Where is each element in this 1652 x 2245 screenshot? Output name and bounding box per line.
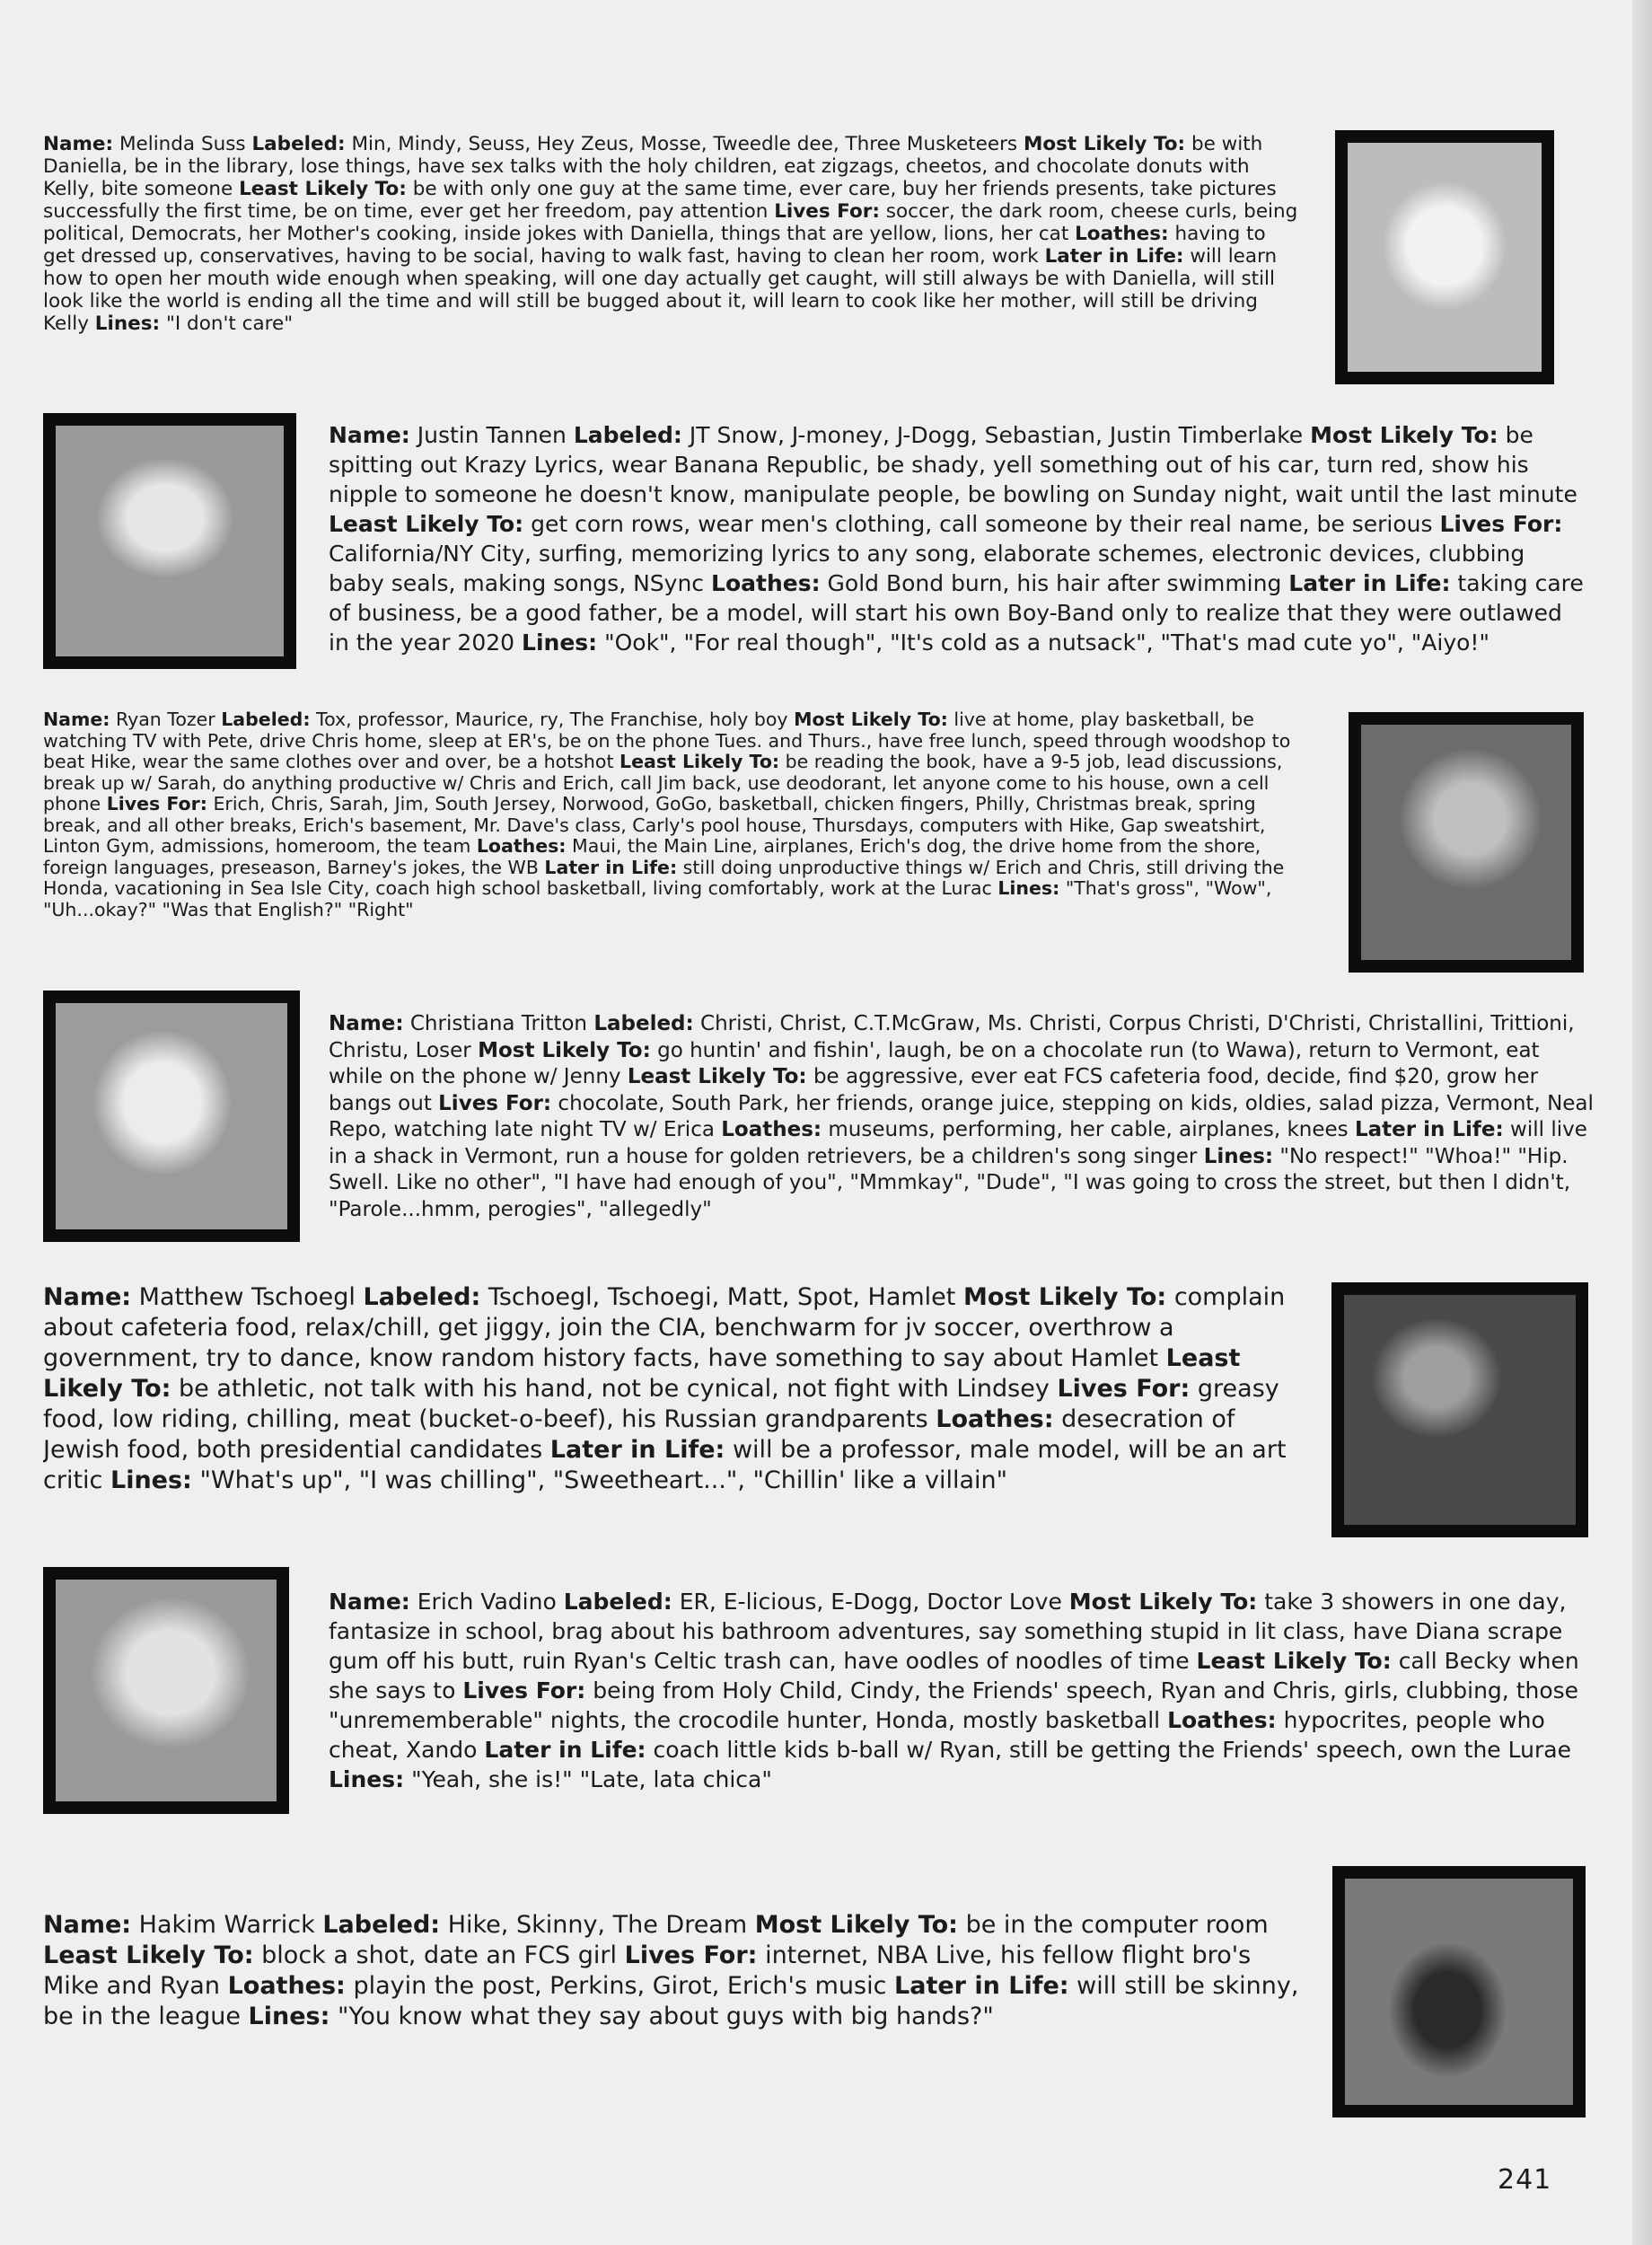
field-label: Lines: [94, 313, 161, 335]
profile-later-in-life: still doing unproductive things w/ Erich and Chris, still driving the Honda, vacationing in Sea Isle City, coach high school basketball, living comfortably, work at the Lurac [43, 856, 1285, 899]
profile-labeled: Tschoegl, Tschoegi, Matt, Spot, Hamlet [488, 1283, 956, 1311]
profile-loathes: museums, performing, her cable, airplanes, knees [828, 1118, 1349, 1141]
field-label: Lives For: [774, 200, 880, 223]
field-label: Lives For: [106, 793, 207, 814]
field-label: Least Likely To: [1196, 1648, 1392, 1674]
field-label: Least Likely To: [329, 511, 524, 537]
profile-text [43, 133, 1300, 375]
field-label: Name: [43, 133, 114, 155]
profile-later-in-life: will learn how to open her mouth wide enough when speaking, will one day actually get caught, will still always be with Daniella, will still look like the world is ending all the time and will still be bugged about it, will learn to cook like her mother, will still be driving Kelly [43, 245, 1278, 335]
field-label: Lines: [997, 877, 1060, 899]
field-label: Name: [329, 1012, 404, 1035]
profile-lines: "Yeah, she is!" "Late, lata chica" [411, 1766, 772, 1792]
profile-least-likely: be athletic, not talk with his hand, not be cynical, not fight with Lindsey [179, 1375, 1050, 1403]
field-label: Lines: [1203, 1144, 1274, 1168]
erich-vadino-baby-photo [43, 1567, 289, 1814]
field-label: Loathes: [476, 835, 567, 857]
profile-least-likely: be reading the book, have a 9-5 job, lead discussions, break up w/ Sarah, do anything productive w/ Chris and Erich, call Jim back, use deodorant, let anyone come to his house, own a cell phone [43, 751, 1283, 814]
profile-later-in-life: taking care of business, be a good father, be a model, will start his own Boy-Band only to realize that they were outlawed in the year 2020 [329, 570, 1584, 656]
profile-lives-for: soccer, the dark room, cheese curls, being political, Democrats, her Mother's cooking, inside jokes with Daniella, things that are yellow, lions, her cat [43, 200, 1298, 245]
field-label: Labeled: [563, 1589, 672, 1615]
profile-text [43, 709, 1318, 956]
field-label: Later in Life: [544, 856, 678, 878]
profile-later-in-life: will live in a shack in Vermont, run a house for golden retrievers, be a children's song singer [329, 1118, 1587, 1168]
profile-least-likely: call Becky when she says to [329, 1648, 1579, 1704]
profile-lines: "That's gross", "Wow", "Uh...okay?" "Was that English?" "Right" [43, 877, 1272, 920]
profile-lives-for: greasy food, low riding, chilling, meat (bucket-o-beef), his Russian grandparents [43, 1375, 1279, 1433]
field-label: Lives For: [462, 1677, 586, 1704]
profile-later-in-life: will still be skinny, be in the league [43, 1972, 1299, 2030]
profile-loathes: Maui, the Main Line, airplanes, Erich's dog, the drive home from the shore, foreign languages, preseason, Barney's jokes, the WB [43, 835, 1261, 878]
profile-labeled: JT Snow, J-money, J-Dogg, Sebastian, Justin Timberlake [689, 422, 1304, 448]
field-label: Least Likely To: [620, 751, 780, 772]
profile-labeled: ER, E-licious, E-Dogg, Doctor Love [679, 1589, 1062, 1615]
profile-lines: "What's up", "I was chilling", "Sweetheart...", "Chillin' like a villain" [199, 1466, 1008, 1494]
field-label: Most Likely To: [962, 1283, 1167, 1311]
profile-lines: "You know what they say about guys with big hands?" [338, 2003, 994, 2030]
profile-name: Christiana Tritton [409, 1012, 588, 1035]
field-label: Later in Life: [1044, 245, 1184, 268]
profile-name: Hakim Warrick [138, 1911, 315, 1939]
profile-labeled: Tox, professor, Maurice, ry, The Franchise, holy boy [316, 709, 788, 730]
page-number: 241 [1498, 2164, 1552, 2196]
profile-most-likely: live at home, play basketball, be watching TV with Pete, drive Chris home, sleep at ER's, be on the phone Tues. and Thurs., have free lunch, speed through woodshop to beat Hike, wear the same clothes over and over, be a hotshot [43, 709, 1291, 772]
field-label: Labeled: [221, 709, 311, 730]
field-label: Labeled: [251, 133, 346, 155]
profile-lives-for: Erich, Chris, Sarah, Jim, South Jersey, Norwood, GoGo, basketball, chicken fingers, Philly, Christmas break, spring break, and all other breaks, Erich's basement, Mr. Dave's class, Carly's pool house, Thursdays, computers with Hike, Gap sweatshirt, Linton Gym, admissions, homeroom, the team [43, 793, 1266, 857]
field-label: Loathes: [721, 1118, 822, 1141]
melinda-suss-baby-photo [1335, 130, 1554, 384]
profile-text [329, 1011, 1595, 1240]
field-label: Later in Life: [1288, 570, 1451, 596]
profile-loathes: having to get dressed up, conservatives, having to be social, having to walk fast, having to clean her room, work [43, 223, 1266, 268]
christiana-tritton-baby-photo [43, 990, 300, 1242]
field-label: Most Likely To: [478, 1038, 651, 1062]
field-label: Lives For: [1057, 1375, 1191, 1403]
field-label: Loathes: [227, 1972, 346, 2000]
field-label: Least Likely To: [239, 178, 407, 200]
field-label: Most Likely To: [1023, 133, 1186, 155]
profile-least-likely: get corn rows, wear men's clothing, call someone by their real name, be serious [531, 511, 1433, 537]
profile-loathes: Gold Bond burn, his hair after swimming [827, 570, 1282, 596]
field-label: Name: [43, 1911, 132, 1939]
profile-name: Erich Vadino [417, 1589, 557, 1615]
justin-tannen-baby-photo [43, 413, 296, 669]
field-label: Loathes: [1075, 223, 1169, 245]
ryan-tozer-baby-photo [1349, 712, 1584, 973]
profile-loathes: playin the post, Perkins, Girot, Erich's music [353, 1972, 887, 2000]
field-label: Loathes: [711, 570, 821, 596]
field-label: Most Likely To: [754, 1911, 958, 1939]
field-label: Least Likely To: [627, 1065, 807, 1088]
field-label: Most Likely To: [1310, 422, 1498, 448]
field-label: Lines: [329, 1766, 405, 1792]
profile-labeled: Hike, Skinny, The Dream [447, 1911, 748, 1939]
field-label: Lives For: [624, 1941, 758, 1969]
profile-lines: "I don't care" [165, 313, 294, 335]
profile-most-likely: be spitting out Krazy Lyrics, wear Banana Republic, be shady, yell something out of his car, turn red, show his nipple to someone he doesn't know, manipulate people, be bowling on Sunday night, wait until the last minute [329, 422, 1577, 507]
field-label: Later in Life: [1354, 1118, 1504, 1141]
page-edge-shadow [1632, 0, 1652, 2245]
field-label: Lives For: [1439, 511, 1563, 537]
field-label: Name: [329, 422, 410, 448]
profile-least-likely: be with only one guy at the same time, ever care, buy her friends presents, take pictures successfully the first time, be on time, ever get her freedom, pay attention [43, 178, 1277, 223]
profile-lives-for: chocolate, South Park, her friends, orange juice, stepping on kids, oldies, salad pizza, Vermont, Neal Repo, watching late night TV w/ Erica [329, 1091, 1594, 1141]
profile-labeled: Christi, Christ, C.T.McGraw, Ms. Christi, Corpus Christi, D'Christi, Christallini, Trittioni, Christu, Loser [329, 1012, 1575, 1062]
profile-lives-for: being from Holy Child, Cindy, the Friends' speech, Ryan and Chris, girls, clubbing, those "unrememberable" nights, the crocodile hunter, Honda, mostly basketball [329, 1677, 1579, 1733]
profile-text [329, 420, 1586, 674]
profile-lives-for: internet, NBA Live, his fellow flight bro's Mike and Ryan [43, 1941, 1252, 2000]
field-label: Loathes: [936, 1405, 1054, 1433]
profile-text [43, 1910, 1300, 2045]
profile-text [329, 1587, 1595, 1825]
profile-least-likely: be aggressive, ever eat FCS cafeteria food, decide, find $20, grow her bangs out [329, 1065, 1539, 1115]
profile-text [43, 1282, 1300, 1543]
field-label: Labeled: [573, 422, 682, 448]
profile-name: Matthew Tschoegl [138, 1283, 356, 1311]
field-label: Most Likely To: [794, 709, 948, 730]
profile-name: Justin Tannen [417, 422, 567, 448]
field-label: Least Likely To: [43, 1344, 1241, 1403]
field-label: Least Likely To: [43, 1941, 254, 1969]
profile-labeled: Min, Mindy, Seuss, Hey Zeus, Mosse, Tweedle dee, Three Musketeers [351, 133, 1018, 155]
field-label: Labeled: [363, 1283, 481, 1311]
field-label: Most Likely To: [1068, 1589, 1258, 1615]
profile-least-likely: block a shot, date an FCS girl [261, 1941, 618, 1969]
profile-later-in-life: will be a professor, male model, will be an art critic [43, 1436, 1287, 1494]
profile-most-likely: go huntin' and fishin', laugh, be on a chocolate run (to Wawa), return to Vermont, eat while on the phone w/ Jenny [329, 1038, 1540, 1088]
profile-loathes: desecration of Jewish food, both presidential candidates [43, 1405, 1235, 1464]
field-label: Lines: [248, 2003, 330, 2030]
profile-name: Melinda Suss [119, 133, 246, 155]
field-label: Loathes: [1167, 1707, 1277, 1733]
profile-lines: "Ook", "For real though", "It's cold as a nutsack", "That's mad cute yo", "Aiyo!" [604, 629, 1489, 656]
field-label: Name: [43, 1283, 132, 1311]
field-label: Name: [329, 1589, 410, 1615]
field-label: Lives For: [438, 1091, 552, 1115]
profile-most-likely: complain about cafeteria food, relax/chill, get jiggy, join the CIA, benchwarm for jv soccer, overthrow a government, try to dance, know random history facts, have something to say about Hamlet [43, 1283, 1286, 1372]
field-label: Labeled: [593, 1012, 694, 1035]
profile-most-likely: be in the computer room [965, 1911, 1269, 1939]
field-label: Later in Life: [549, 1436, 725, 1464]
matthew-tschoegl-baby-photo [1331, 1282, 1588, 1537]
field-label: Lines: [110, 1466, 192, 1494]
field-label: Name: [43, 709, 110, 730]
field-label: Later in Life: [894, 1972, 1069, 2000]
profile-most-likely: be with Daniella, be in the library, lose things, have sex talks with the holy children, eat zigzags, cheetos, and chocolate donuts with Kelly, bite someone [43, 133, 1263, 200]
hakim-warrick-baby-photo [1332, 1866, 1586, 2117]
profile-most-likely: take 3 showers in one day, fantasize in school, brag about his bathroom adventures, say something stupid in lit class, have Diana scrape gum off his butt, ruin Ryan's Celtic trash can, have oodles of noodles of time [329, 1589, 1567, 1674]
profile-loathes: hypocrites, people who cheat, Xando [329, 1707, 1545, 1763]
field-label: Lines: [522, 629, 598, 656]
profile-later-in-life: coach little kids b-ball w/ Ryan, still be getting the Friends' speech, own the Lurae [653, 1737, 1571, 1763]
field-label: Later in Life: [484, 1737, 646, 1763]
profile-lives-for: California/NY City, surfing, memorizing lyrics to any song, elaborate schemes, electronic devices, clubbing baby seals, making songs, NSync [329, 541, 1525, 596]
profile-lines: "No respect!" "Whoa!" "Hip. Swell. Like no other", "I have had enough of you", "Mmmkay", "Dude", "I was going to cross the street, but then I didn't, "Parole...hmm, perogies", "allegedly" [329, 1144, 1571, 1221]
field-label: Labeled: [322, 1911, 441, 1939]
profile-name: Ryan Tozer [115, 709, 215, 730]
